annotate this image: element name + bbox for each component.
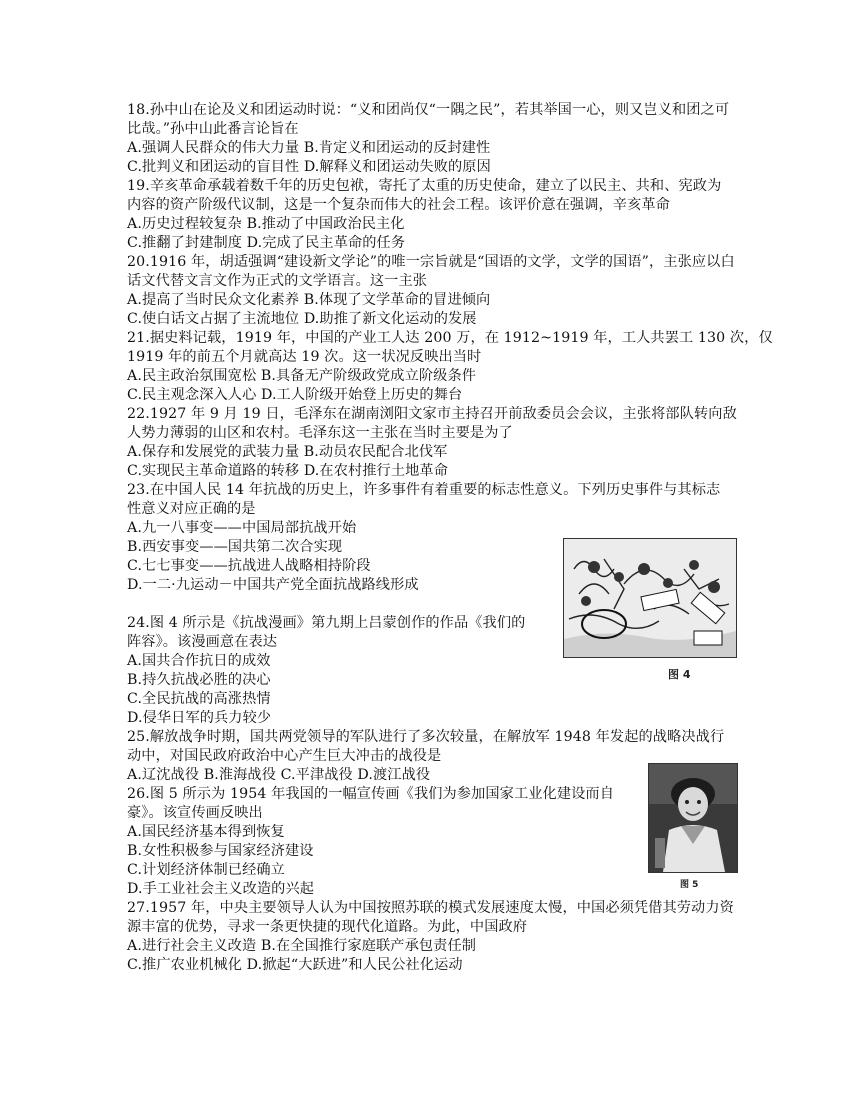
q22-options-ab: A.保存和发展党的武装力量 B.动员农民配合北伐军 xyxy=(127,444,448,460)
q18-options-ab: A.强调人民群众的伟大力量 B.肯定义和团运动的反封建性 xyxy=(127,140,491,156)
q24-stem-line-2: 阵容》。该漫画意在表达 xyxy=(127,634,278,650)
q20-options-cd: C.使白话文占据了主流地位 D.助推了新文化运动的发展 xyxy=(127,311,477,327)
cartoon-drawing xyxy=(564,539,736,657)
q21-stem-line-2: 1919 年的前五个月就高达 19 次。这一状况反映出当时 xyxy=(127,349,482,365)
q26-option-d: D.手工业社会主义改造的兴起 xyxy=(127,881,315,897)
q23-option-c: C.七七事变——抗战进人战略相持阶段 xyxy=(127,558,371,574)
q24-option-a: A.国共合作抗日的成效 xyxy=(127,653,271,669)
q22-stem-line-1: 22.1927 年 9 月 19 日，毛泽东在湖南浏阳文家市主持召开前敌委员会会议，主张将部队转向敌 xyxy=(127,406,737,422)
q18-stem-line-1: 18.孙中山在论及义和团运动时说：“义和团尚仅“一隅之民”，若其举国一心，则又岂义和团之可 xyxy=(127,102,730,118)
q19-stem-line-1: 19.辛亥革命承载着数千年的历史包袱，寄托了太重的历史使命，建立了以民主、共和、宪政为 xyxy=(127,178,722,194)
q27-options-ab: A.进行社会主义改造 B.在全国推行家庭联产承包责任制 xyxy=(127,938,477,954)
q22-stem-line-2: 人势力薄弱的山区和农村。毛泽东这一主张在当时主要是为了 xyxy=(127,425,513,441)
q23-option-d: D.一二·九运动－中国共产党全面抗战路线形成 xyxy=(127,577,419,593)
q26-option-a: A.国民经济基本得到恢复 xyxy=(127,824,285,840)
q25-stem-line-2: 动中，对国民政府政治中心产生巨大冲击的战役是 xyxy=(127,748,442,764)
figure-5-poster xyxy=(648,763,738,873)
q27-stem-line-1: 27.1957 年，中央主要领导人认为中国按照苏联的模式发展速度太慢，中国必须凭借其劳动力资 xyxy=(127,900,734,916)
q25-stem-line-1: 25.解放战争时期，国共两党领导的军队进行了多次较量，在解放军 1948 年发起的战略决战行 xyxy=(127,729,725,745)
q19-options-ab: A.历史过程较复杂 B.推动了中国政治民主化 xyxy=(127,216,405,232)
q19-options-cd: C.推翻了封建制度 D.完成了民主革命的任务 xyxy=(127,235,406,251)
q23-stem-line-1: 23.在中国人民 14 年抗战的历史上，许多事件有着重要的标志性意义。下列历史事件与其标志 xyxy=(127,482,721,498)
q21-options-ab: A.民主政治氛围宽松 B.具备无产阶级政党成立阶级条件 xyxy=(127,368,477,384)
q26-option-c: C.计划经济体制已经确立 xyxy=(127,862,285,878)
q20-stem-line-2: 话文代替文言文作为正式的文学语言。这一主张 xyxy=(127,273,428,289)
q24-option-d: D.侵华日军的兵力较少 xyxy=(127,710,272,726)
q20-stem-line-1: 20.1916 年，胡适强调“建设新文学论”的唯一宗旨就是“国语的文学，文学的国语”，主张应以白 xyxy=(127,254,735,270)
q26-stem-line-1: 26.图 5 所示为 1954 年我国的一幅宣传画《我们为参加国家工业化建设而自 xyxy=(127,786,614,802)
q24-option-c: C.全民抗战的高涨热情 xyxy=(127,691,271,707)
q27-options-cd: C.推广农业机械化 D.掀起“大跃进”和人民公社化运动 xyxy=(127,957,463,973)
q23-option-a: A.九一八事变——中国局部抗战开始 xyxy=(127,520,357,536)
q25-options: A.辽沈战役 B.淮海战役 C.平津战役 D.渡江战役 xyxy=(127,767,431,783)
q20-options-ab: A.提高了当时民众文化素养 B.体现了文学革命的冒进倾向 xyxy=(127,292,491,308)
q23-option-b: B.西安事变——国共第二次合实现 xyxy=(127,539,343,555)
q23-stem-line-2: 性意义对应正确的是 xyxy=(127,501,256,517)
figure-5-caption: 图 5 xyxy=(680,880,699,890)
q24-option-b: B.持久抗战必胜的决心 xyxy=(127,672,271,688)
q21-options-cd: C.民主观念深入人心 D.工人阶级开始登上历史的舞台 xyxy=(127,387,463,403)
poster-photo xyxy=(649,764,737,872)
q26-stem-line-2: 豪》。该宣传画反映出 xyxy=(127,805,263,821)
figure-4-caption: 图 4 xyxy=(668,668,691,681)
figure-4-cartoon xyxy=(563,538,737,658)
q24-stem-line-1: 24.图 4 所示是《抗战漫画》第九期上吕蒙创作的作品《我们的 xyxy=(127,615,526,631)
q21-stem-line-1: 21.据史料记载，1919 年，中国的产业工人达 200 万，在 1912~1919 年，工人共罢工 130 次，仅 xyxy=(127,330,773,346)
q19-stem-line-2: 内容的资产阶级代议制，这是一个复杂而伟大的社会工程。该评价意在强调，辛亥革命 xyxy=(127,197,670,213)
q27-stem-line-2: 源丰富的优势，寻求一条更快捷的现代化道路。为此，中国政府 xyxy=(127,919,528,935)
q22-options-cd: C.实现民主革命道路的转移 D.在农村推行土地革命 xyxy=(127,463,448,479)
q18-stem-line-2: 比哉。”孙中山此番言论旨在 xyxy=(127,121,299,137)
q26-option-b: B.女性积极参与国家经济建设 xyxy=(127,843,314,859)
q18-options-cd: C.批判义和团运动的盲目性 D.解释义和团运动失败的原因 xyxy=(127,159,491,175)
